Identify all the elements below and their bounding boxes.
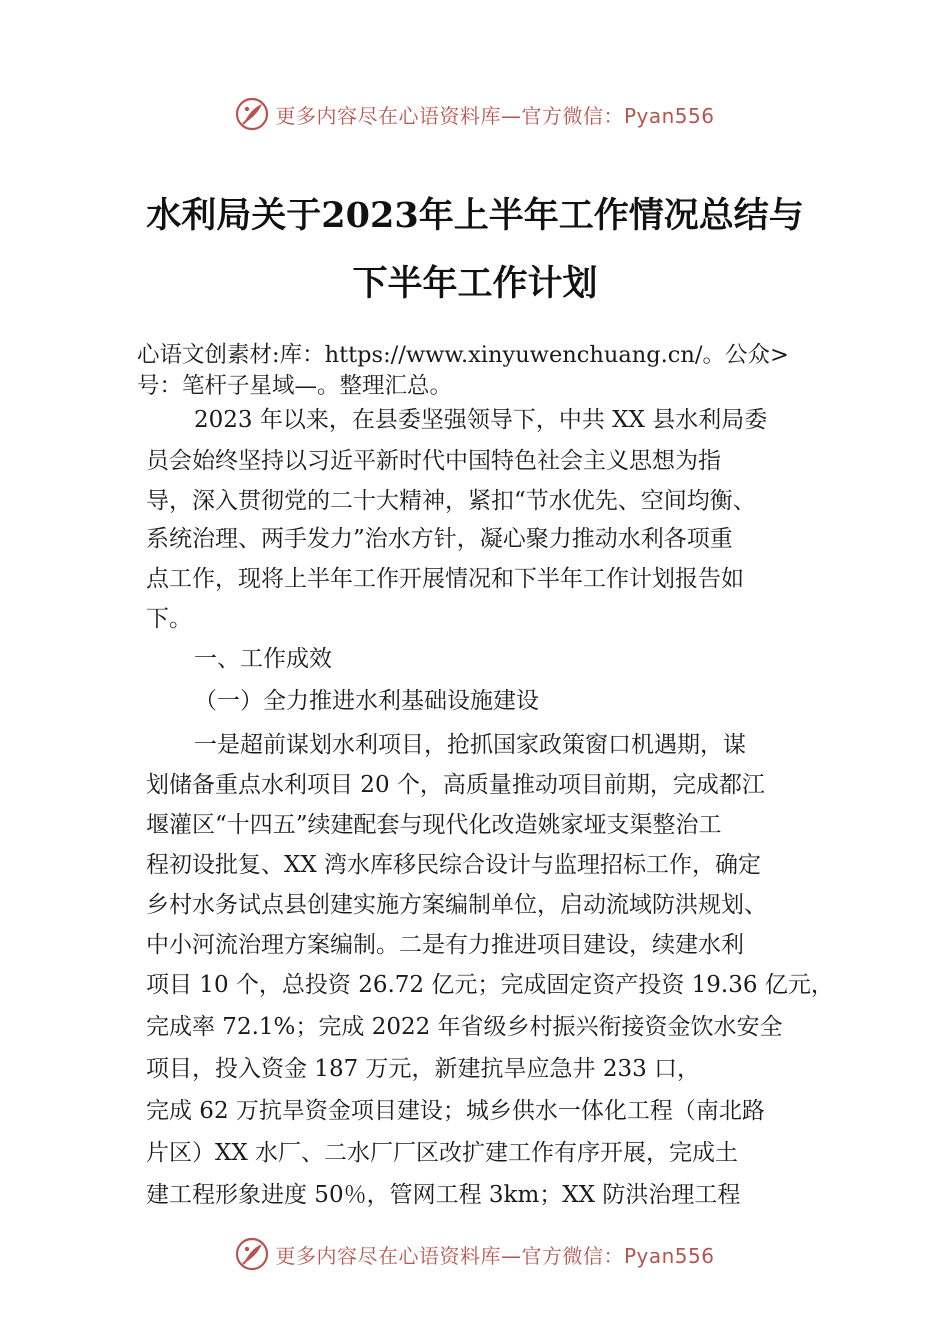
quill-logo-icon xyxy=(235,1237,269,1271)
paragraph-line: 导，深入贯彻党的二十大精神，紧扣“节水优先、空间均衡、 xyxy=(146,488,756,514)
paragraph-line: 系统治理、两手发力”治水方针，凝心聚力推动水利各项重 xyxy=(146,526,733,552)
source-line: 号：笔杆子星域—。整理汇总。 xyxy=(137,373,453,399)
subsection-heading: （一）全力推进水利基础设施建设 xyxy=(194,688,539,714)
paragraph-line: 完成 62 万抗旱资金项目建设；城乡供水一体化工程（南北路 xyxy=(146,1098,765,1124)
paragraph-line: 项目 10 个，总投资 26.72 亿元；完成固定资产投资 19.36 亿元， xyxy=(146,972,834,998)
paragraph-line: 一是超前谋划水利项目，抢抓国家政策窗口机遇期，谋 xyxy=(194,732,746,758)
quill-logo-icon xyxy=(235,97,269,131)
paragraph-line: 乡村水务试点县创建实施方案编制单位，启动流域防洪规划、 xyxy=(146,892,767,918)
paragraph-line: 员会始终坚持以习近平新时代中国特色社会主义思想为指 xyxy=(146,448,721,474)
paragraph-line: 点工作，现将上半年工作开展情况和下半年工作计划报告如 xyxy=(146,566,744,592)
banner-text: 更多内容尽在心语资料库—官方微信：Pyan556 xyxy=(275,1243,715,1268)
document-title-line-1: 水利局关于2023年上半年工作情况总结与 xyxy=(146,195,804,236)
source-line: 心语文创素材:库：https://www.xinyuwenchuang.cn/。公众> xyxy=(137,342,789,368)
footer-watermark-banner xyxy=(0,1232,950,1276)
paragraph-line: 完成率 72.1%；完成 2022 年省级乡村振兴衔接资金饮水安全 xyxy=(146,1014,783,1040)
paragraph-line: 程初设批复、XX 湾水库移民综合设计与监理招标工作，确定 xyxy=(146,852,762,878)
paragraph-line: 建工程形象进度 50％，管网工程 3km；XX 防洪治理工程 xyxy=(146,1182,741,1208)
header-watermark-banner xyxy=(0,92,950,136)
paragraph-line: 片区）XX 水厂、二水厂厂区改扩建工作有序开展，完成土 xyxy=(146,1140,739,1166)
paragraph-line: 项目，投入资金 187 万元，新建抗旱应急井 233 口， xyxy=(146,1056,701,1082)
banner-text: 更多内容尽在心语资料库—官方微信：Pyan556 xyxy=(275,103,715,128)
paragraph-line: 划储备重点水利项目 20 个，高质量推动项目前期，完成都江 xyxy=(146,772,765,798)
paragraph-line: 下。 xyxy=(146,606,192,632)
document-title-line-2: 下半年工作计划 xyxy=(352,263,598,304)
paragraph-line: 堰灌区“十四五”续建配套与现代化改造姚家垭支渠整治工 xyxy=(146,812,722,838)
paragraph-line: 2023 年以来，在县委坚强领导下，中共 XX 县水利局委 xyxy=(194,407,768,433)
paragraph-line: 中小河流治理方案编制。二是有力推进项目建设，续建水利 xyxy=(146,932,744,958)
section-heading: 一、工作成效 xyxy=(194,646,332,672)
